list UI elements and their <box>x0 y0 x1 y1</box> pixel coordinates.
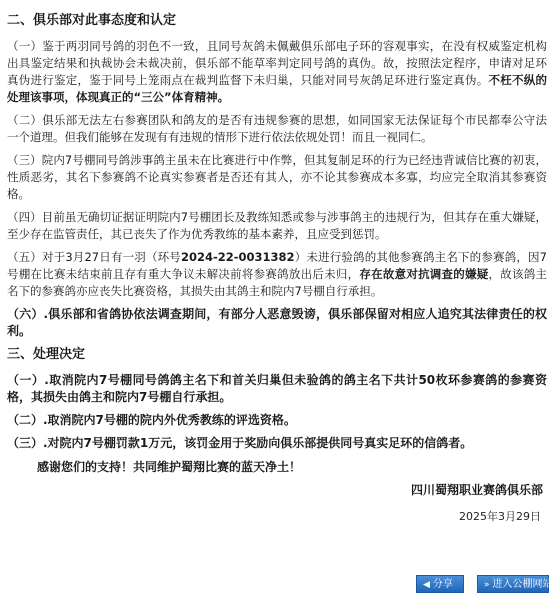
enter-site-label: 进入公棚网站 <box>492 579 553 590</box>
enter-site-button[interactable] <box>477 575 553 593</box>
section-3-heading: 三、处理决定 <box>7 347 86 362</box>
paragraph-6: （六）.俱乐部和省鸽协依法调查期间，有部分人恶意毁谤，俱乐部保留对相应人追究其法律责任的权利。 <box>7 307 547 338</box>
decision-3: （三）.对院内7号棚罚款1万元，该罚金用于奖励向俱乐部提供同号真实足环的信鸽者。 <box>7 436 473 450</box>
paragraph-5-text-d: ，故该鸽主名下的参赛鸽亦应丧失比赛资格，其损失由其鸽主和院内7号棚自行承担。 <box>7 267 548 298</box>
paragraph-5-emphasis: 存在故意对抗调查的嫌疑 <box>359 267 489 281</box>
double-chevron-icon: » <box>484 580 490 590</box>
decision-2: （二）.取消院内7号棚的院内外优秀教练的评选资格。 <box>7 413 296 427</box>
share-icon: ◀ <box>423 580 430 590</box>
paragraph-5-text-b: ）未进行验鸽的其他参赛鸽主名下的参赛鸽，因7号棚在比赛未结束前且存有重大争议未解决前将参赛鸽放出后未归， <box>7 250 547 281</box>
share-button[interactable] <box>416 575 464 593</box>
section-2-heading: 二、俱乐部对此事态度和认定 <box>7 13 177 28</box>
paragraph-1-emphasis: 不枉不纵的处理该事项，体现真正的“三公”体育精神。 <box>7 73 548 104</box>
paragraph-5-text-a: （五）对于3月27日有一羽（环号 <box>7 250 181 264</box>
document-date: 2025年3月29日 <box>459 510 541 523</box>
organization-signature: 四川蜀翔职业赛鸽俱乐部 <box>410 483 543 497</box>
paragraph-3: （三）院内7号棚同号鸽涉事鸽主虽未在比赛进行中作弊，但其复制足环的行为已经违背诚信比赛的初衷，性质恶劣，其名下参赛鸽不论真实参赛者是否还有其人，亦不论其参赛成本多寡，均应完全取消其参赛资格。 <box>7 153 547 201</box>
bottom-toolbar <box>0 575 553 597</box>
paragraph-5 <box>7 249 547 300</box>
paragraph-1-text: （一）鉴于两羽同号鸽的羽色不一致，且同号灰鸽未佩戴俱乐部电子环的容观事实，在没有权威鉴定机构出具鉴定结果和执裁协会未裁决前，俱乐部不能草率判定同号鸽的真伪。故，按照法定程序，申请对足环真伪进行鉴定，鉴于同号上笼雨点在裁判监督下未归巢，只能对同号灰鸽足环进行鉴定真伪。 <box>7 39 547 87</box>
share-label: 分享 <box>432 579 453 590</box>
decision-1: （一）.取消院内7号棚同号鸽鸽主名下和首关归巢但未验鸽的鸽主名下共计50枚环参赛鸽的参赛资格，其损失由鸽主和院内7号棚自行承担。 <box>7 373 547 404</box>
paragraph-4: （四）目前虽无确切证据证明院内7号棚团长及教练知悉或参与涉事鸽主的违规行为，但其存在重大嫌疑，至少存在监管责任，其已丧失了作为优秀教练的基本素养，且应受到惩罚。 <box>7 210 547 241</box>
paragraph-1 <box>7 38 547 106</box>
thanks-line: 感谢您们的支持！共同维护蜀翔比赛的蓝天净土！ <box>37 460 302 474</box>
paragraph-2: （二）俱乐部无法左右参赛团队和鸽友的是否有违规参赛的思想，如同国家无法保证每个市民都奉公守法一个道理。但我们能够在发现有有违规的情形下进行依法依规处罚！而且一视同仁。 <box>7 113 547 144</box>
ring-number: 2024-22-0031382 <box>180 250 295 264</box>
